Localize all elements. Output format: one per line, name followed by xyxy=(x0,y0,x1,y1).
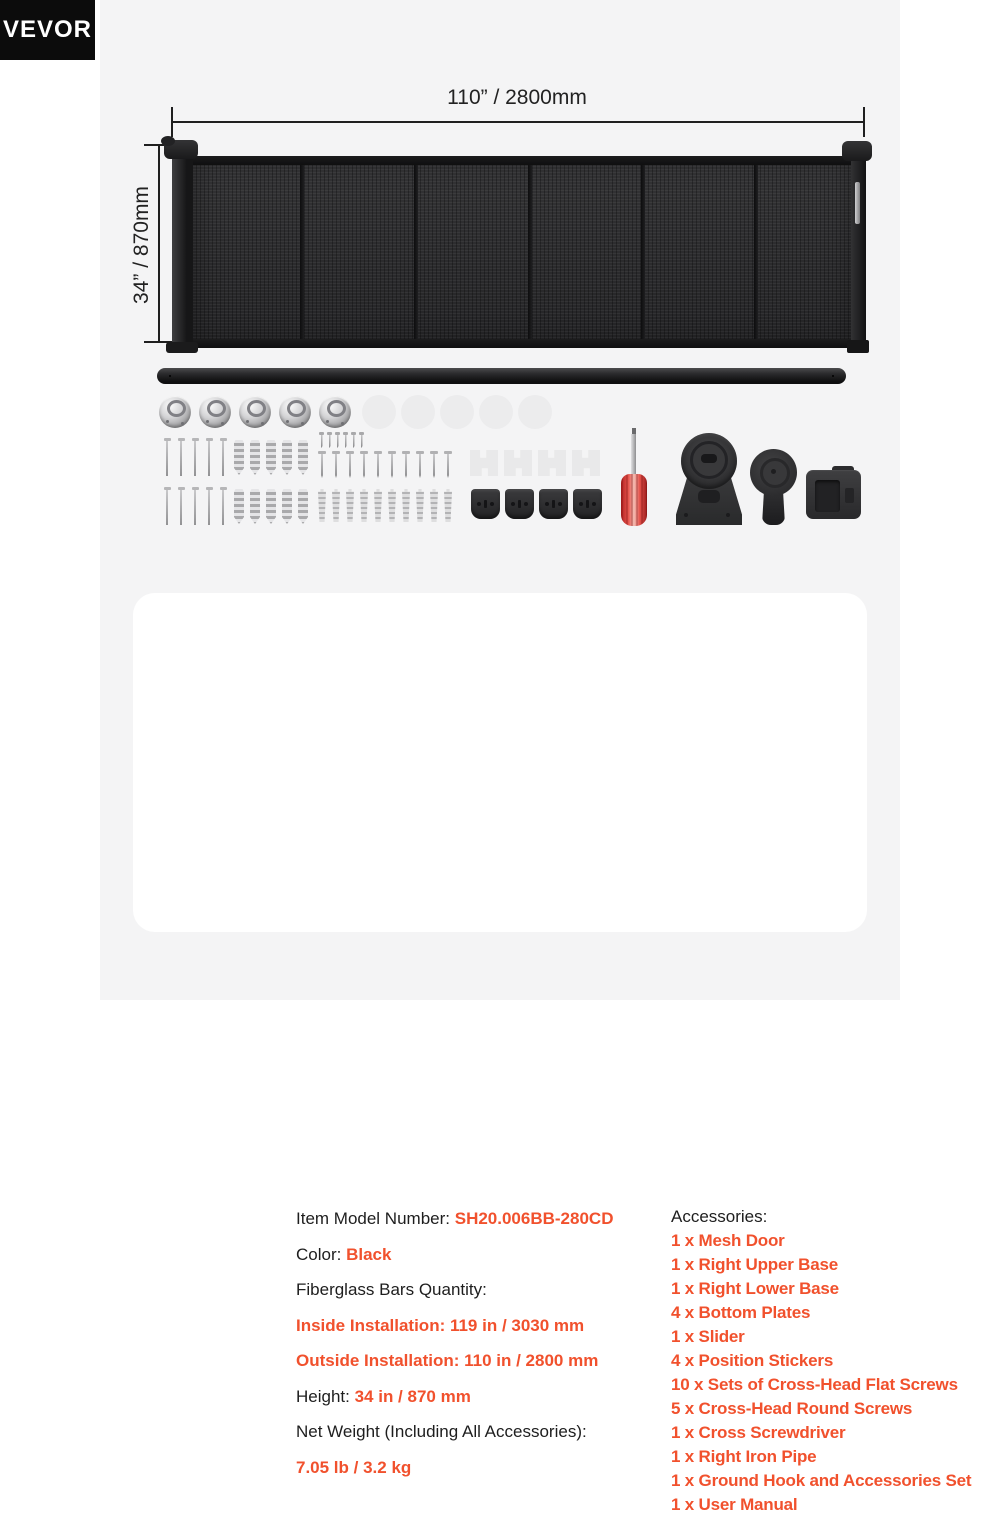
small-anchor xyxy=(416,489,424,522)
accessories-column xyxy=(671,1205,1001,1517)
flat-screw xyxy=(416,451,424,478)
width-dimension-tick-left xyxy=(171,107,173,137)
mesh-panel-divider xyxy=(300,157,304,347)
round-sticker xyxy=(518,395,552,429)
spec-row xyxy=(296,1201,656,1237)
end-bar-foot xyxy=(847,340,869,353)
vevor-logo: VEVOR xyxy=(0,0,95,60)
small-anchors-row xyxy=(318,489,452,522)
nail xyxy=(220,487,227,525)
ground-hook-plate xyxy=(159,396,191,430)
right-lower-base xyxy=(750,449,797,525)
round-sticker xyxy=(362,395,396,429)
bottom-plate xyxy=(505,489,534,519)
small-anchor xyxy=(388,489,396,522)
ground-hook-plate xyxy=(199,396,231,430)
nails-row-2 xyxy=(164,487,227,525)
roller-pole-foot xyxy=(166,342,198,353)
accessory-item: 1 x Right Iron Pipe xyxy=(671,1447,817,1466)
end-bar-metal-rod xyxy=(855,182,860,224)
spec-value: Outside Installation: 110 in / 2800 mm xyxy=(296,1351,599,1370)
right-lower-base-head xyxy=(750,449,797,496)
nail xyxy=(164,487,171,525)
hook-plate-disc xyxy=(159,396,191,428)
wall-anchors-row-2 xyxy=(234,489,308,524)
nail xyxy=(206,438,213,476)
width-dimension-tick-right xyxy=(863,107,865,137)
accessories-title: Accessories: xyxy=(671,1207,768,1226)
height-dimension-label: 34” / 870mm xyxy=(130,186,153,304)
flat-screw xyxy=(430,451,438,478)
flat-screw xyxy=(318,451,326,478)
mesh-top-rail xyxy=(189,156,857,165)
nail xyxy=(164,438,171,476)
spec-row xyxy=(296,1272,656,1308)
accessory-item: 5 x Cross-Head Round Screws xyxy=(671,1399,913,1418)
flat-screw xyxy=(346,451,354,478)
wall-anchor xyxy=(298,489,308,524)
accessory-item: 1 x Right Upper Base xyxy=(671,1255,838,1274)
hook-plate-disc xyxy=(199,396,231,428)
wall-anchor xyxy=(250,440,260,475)
roller-pole-left xyxy=(172,149,193,349)
wall-anchors-row-1 xyxy=(234,440,308,475)
flat-screws-row xyxy=(318,451,452,478)
flat-screw xyxy=(388,451,396,478)
spec-value: SH20.006BB-280CD xyxy=(454,1209,614,1228)
mesh-panel-divider xyxy=(414,157,418,347)
small-anchor xyxy=(318,489,326,522)
small-anchor xyxy=(402,489,410,522)
flat-screw xyxy=(360,451,368,478)
round-screw xyxy=(327,432,332,448)
accessory-item: 1 x Right Lower Base xyxy=(671,1279,839,1298)
wall-anchor xyxy=(250,489,260,524)
small-anchor xyxy=(360,489,368,522)
right-upper-base-head xyxy=(681,433,737,489)
nail xyxy=(220,438,227,476)
accessory-item: 10 x Sets of Cross-Head Flat Screws xyxy=(671,1375,958,1394)
spec-label: Height: xyxy=(296,1386,355,1406)
mesh-panel-divider xyxy=(528,157,532,347)
mesh-panel-divider xyxy=(641,157,645,347)
accessory-item: 1 x User Manual xyxy=(671,1495,798,1514)
hook-plate-disc xyxy=(279,396,311,428)
mesh-bottom-rail xyxy=(189,339,857,348)
wall-anchor xyxy=(234,440,244,475)
spec-value: Black xyxy=(346,1244,392,1264)
wall-anchor xyxy=(282,489,292,524)
spec-row xyxy=(296,1237,656,1273)
flat-screw xyxy=(332,451,340,478)
spec-row xyxy=(296,1414,656,1450)
tiny-screws-row xyxy=(319,432,364,448)
slider-cutout xyxy=(815,480,840,512)
width-dimension-line xyxy=(172,121,864,123)
spec-label: Item Model Number: xyxy=(296,1209,455,1228)
right-lower-base-spout xyxy=(762,493,785,525)
ground-hook-plates-row xyxy=(159,396,351,430)
spec-row xyxy=(296,1379,656,1415)
hook-plate-disc xyxy=(239,396,271,428)
right-upper-base xyxy=(676,433,742,525)
nail xyxy=(192,438,199,476)
end-bar-latch xyxy=(842,141,872,161)
spec-left-column xyxy=(296,1201,656,1485)
nail xyxy=(206,487,213,525)
spec-row xyxy=(296,1450,656,1486)
accessory-item: 1 x Cross Screwdriver xyxy=(671,1423,846,1442)
spec-label: Net Weight (Including All Accessories): xyxy=(296,1422,587,1441)
spec-label: Fiberglass Bars Quantity: xyxy=(296,1280,487,1299)
nail xyxy=(178,438,185,476)
nail xyxy=(178,487,185,525)
round-sticker xyxy=(401,395,435,429)
height-dimension-line xyxy=(158,145,160,343)
wall-anchor xyxy=(234,489,244,524)
spacer-clip xyxy=(470,450,498,476)
small-anchor xyxy=(444,489,452,522)
small-anchor xyxy=(374,489,382,522)
ground-hook-plate xyxy=(319,396,351,430)
nail xyxy=(192,487,199,525)
flat-screw xyxy=(402,451,410,478)
ground-hook-plate xyxy=(279,396,311,430)
wall-anchor xyxy=(266,489,276,524)
accessory-item: 1 x Slider xyxy=(671,1327,745,1346)
wall-anchor xyxy=(266,440,276,475)
flat-screw xyxy=(444,451,452,478)
nails-row-1 xyxy=(164,438,227,476)
right-iron-pipe xyxy=(157,368,846,384)
small-anchor xyxy=(332,489,340,522)
accessory-item: 1 x Mesh Door xyxy=(671,1231,785,1250)
accessory-item: 1 x Ground Hook and Accessories Set xyxy=(671,1471,972,1490)
cross-screwdriver xyxy=(619,428,649,526)
bottom-plates-row xyxy=(471,489,602,519)
bottom-plate xyxy=(471,489,500,519)
round-sticker xyxy=(479,395,513,429)
ground-hook-plate xyxy=(239,396,271,430)
spec-value: 34 in / 870 mm xyxy=(354,1386,471,1406)
screwdriver-shaft xyxy=(631,434,636,476)
wall-anchor xyxy=(298,440,308,475)
spec-row xyxy=(296,1343,656,1379)
mesh-panel-divider xyxy=(754,157,758,347)
spec-row xyxy=(296,1308,656,1344)
width-dimension-label: 110” / 2800mm xyxy=(447,86,587,109)
spec-label: Color: xyxy=(296,1244,347,1264)
spacer-clip xyxy=(538,450,566,476)
spec-value: 7.05 lb / 3.2 kg xyxy=(296,1457,412,1477)
screwdriver-handle xyxy=(621,474,647,526)
round-stickers-row xyxy=(362,395,552,429)
slider-part xyxy=(806,466,861,519)
round-screw xyxy=(335,432,340,448)
wall-anchor xyxy=(282,440,292,475)
spec-value: Inside Installation: 119 in / 3030 mm xyxy=(296,1315,585,1335)
hook-plate-disc xyxy=(319,396,351,428)
round-sticker xyxy=(440,395,474,429)
bottom-plate xyxy=(573,489,602,519)
spacer-clip xyxy=(572,450,600,476)
spec-card xyxy=(133,593,972,1514)
spacer-clip xyxy=(504,450,532,476)
small-anchor xyxy=(346,489,354,522)
accessory-item: 4 x Bottom Plates xyxy=(671,1303,811,1322)
roller-pole-cap xyxy=(164,140,198,159)
accessory-item: 4 x Position Stickers xyxy=(671,1351,834,1370)
flat-screw xyxy=(374,451,382,478)
round-screw xyxy=(359,432,364,448)
round-screw xyxy=(351,432,356,448)
bottom-plate xyxy=(539,489,568,519)
round-screw xyxy=(343,432,348,448)
small-anchor xyxy=(430,489,438,522)
spacer-clips-row xyxy=(470,450,600,476)
round-screw xyxy=(319,432,324,448)
slider-notch xyxy=(845,488,854,503)
